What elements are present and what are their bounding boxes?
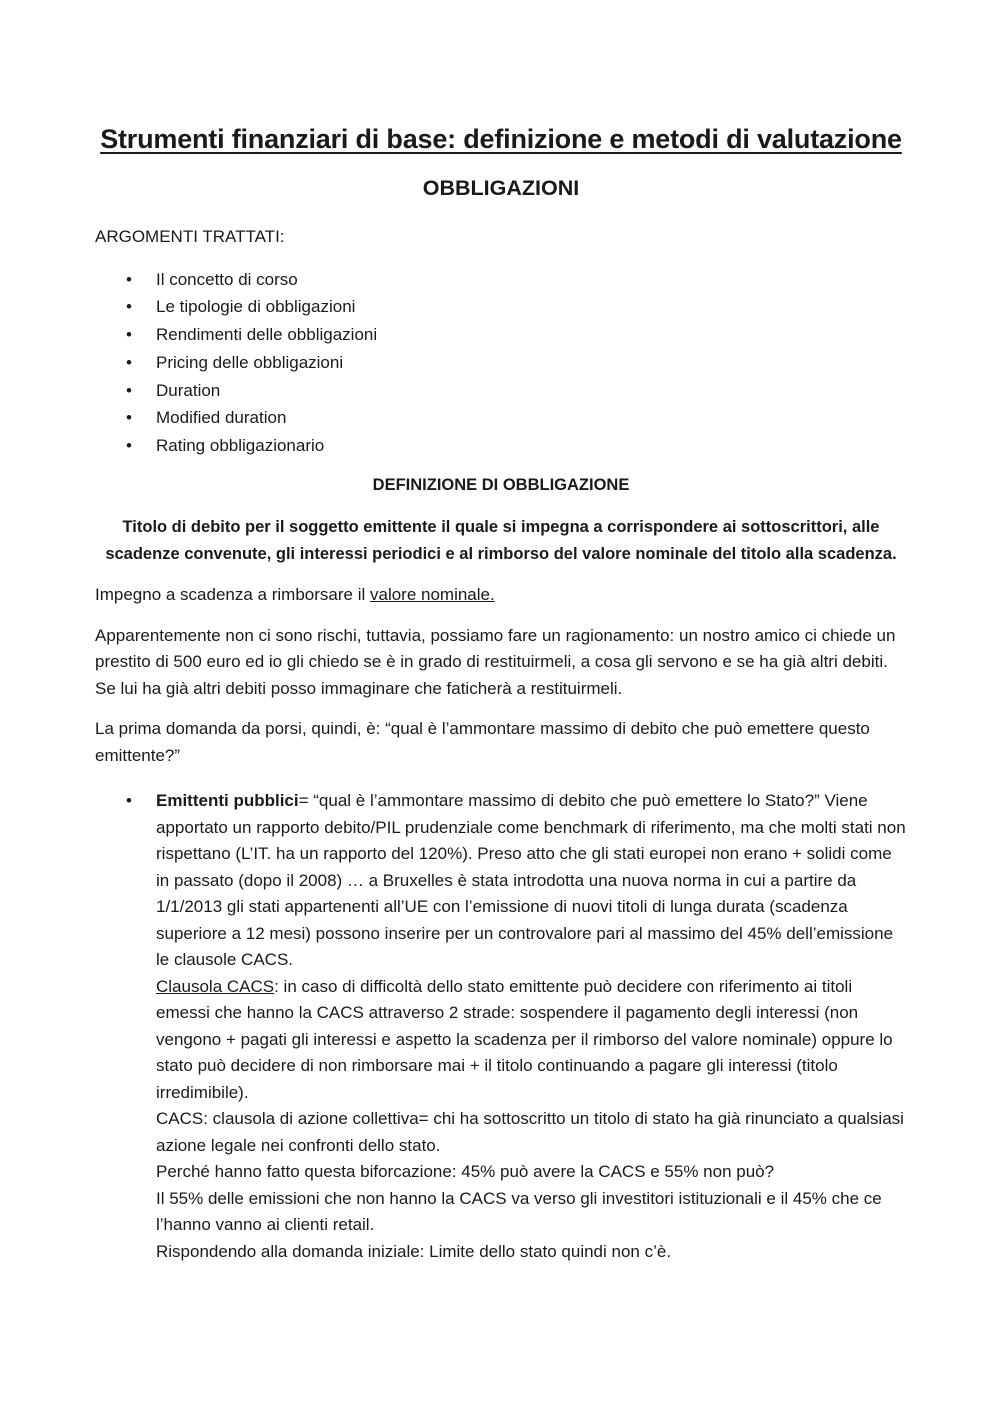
list-item bbox=[95, 266, 907, 294]
emittenti-intro bbox=[156, 788, 907, 974]
emittenti-pubblici-item bbox=[95, 788, 907, 1265]
conclusion: Rispondendo alla domanda iniziale: Limite dello stato quindi non c’è. bbox=[156, 1241, 672, 1261]
biforcazione-answer: Il 55% delle emissioni che non hanno la CACS va verso gli investitori istituzionali e il 45% che ce l’hanno vanno ai clienti retail. bbox=[156, 1188, 882, 1235]
cacs-text: : in caso di difficoltà dello stato emittente può decidere con riferimento ai titoli emessi che hanno la CACS attraverso 2 strade: sospendere il pagamento degli interessi (non vengono + pagati gli interessi e aspetto la scadenza per il rimborso del valore nominale) oppure lo stato può decidere di non rimborsare mai + il titolo continuando a pagare gli interessi (titolo irredimibile). bbox=[156, 976, 893, 1102]
list-item bbox=[95, 293, 907, 321]
list-item bbox=[95, 404, 907, 432]
cacs-label: Clausola CACS bbox=[156, 976, 275, 996]
list-item bbox=[95, 377, 907, 405]
underlined-term: valore nominale. bbox=[369, 585, 495, 605]
bullet-icon: • bbox=[126, 380, 132, 400]
definition-heading: DEFINIZIONE DI OBBLIGAZIONE bbox=[372, 476, 630, 495]
list-item bbox=[95, 432, 907, 460]
topic-label: Il concetto di corso bbox=[156, 269, 298, 289]
paragraph-text: Impegno a scadenza a rimborsare il bbox=[95, 585, 370, 605]
bullet-icon: • bbox=[126, 408, 132, 428]
document-title: Strumenti finanziari di base: definizione e metodi di valutazione bbox=[100, 124, 902, 154]
list-item bbox=[95, 321, 907, 349]
topics-heading: ARGOMENTI TRATTATI: bbox=[95, 227, 285, 246]
bullet-icon: • bbox=[126, 791, 132, 811]
cacs-definition: CACS: clausola di azione collettiva= chi ha sottoscritto un titolo di stato ha già rinunciato a qualsiasi azione legale nei confronti dello stato. bbox=[156, 1109, 904, 1155]
bullet-icon: • bbox=[126, 269, 132, 289]
topic-label: Rendimenti delle obbligazioni bbox=[156, 325, 378, 345]
paragraph-rischi: Apparentemente non ci sono rischi, tuttavia, possiamo fare un ragionamento: un nostro amico ci chiede un prestito di 500 euro ed io gli chiedo se è in grado di restituirmeli, a cosa gli servono e se ha già altri debiti. Se lui ha già altri debiti posso immaginare che faticherà a restituirmeli. bbox=[95, 625, 896, 698]
topic-label: Modified duration bbox=[156, 408, 287, 428]
bullet-icon: • bbox=[126, 352, 132, 372]
paragraph-domanda: La prima domanda da porsi, quindi, è: “qual è l’ammontare massimo di debito che può emettere questo emittente?” bbox=[95, 719, 870, 765]
paragraph-valore-nominale bbox=[95, 582, 907, 609]
definition-text: Titolo di debito per il soggetto emittente il quale si impegna a corrispondere ai sottoscrittori, alle scadenze convenute, gli interessi periodici e al rimborso del valore nominale del titolo alla scadenza. bbox=[105, 518, 897, 564]
document-page bbox=[95, 122, 907, 1265]
emittenti-text: = “qual è l’ammontare massimo di debito che può emettere lo Stato?” Viene apportato un rapporto debito/PIL prudenziale come benchmark di riferimento, ma che molti stati non rispettano (L’IT. ha un rapporto del 120%). Preso atto che gli stati europei non erano + solidi come in passato (dopo il 2008) … a Bruxelles è stata introdotta una nuova norma in cui a partire da 1/1/2013 gli stati appartenenti all’UE con l’emissione di nuovi titoli di lunga durata (scadenza superiore a 12 mesi) possono inserire per un controvalore pari al massimo del 45% dell’emissione le clausole CACS. bbox=[156, 791, 906, 970]
list-item bbox=[95, 349, 907, 377]
topics-list bbox=[95, 266, 907, 461]
topic-label: Rating obbligazionario bbox=[156, 436, 325, 456]
bullet-icon: • bbox=[126, 297, 132, 317]
topic-label: Duration bbox=[156, 380, 221, 400]
section-title: OBBLIGAZIONI bbox=[422, 176, 580, 200]
biforcazione-question: Perché hanno fatto questa biforcazione: 45% può avere la CACS e 55% non può? bbox=[156, 1162, 775, 1182]
emittenti-label: Emittenti pubblici bbox=[156, 791, 299, 811]
bullet-icon: • bbox=[126, 436, 132, 456]
topic-label: Le tipologie di obbligazioni bbox=[156, 297, 356, 317]
topic-label: Pricing delle obbligazioni bbox=[156, 352, 344, 372]
cacs-paragraph bbox=[156, 974, 907, 1107]
bullet-icon: • bbox=[126, 325, 132, 345]
